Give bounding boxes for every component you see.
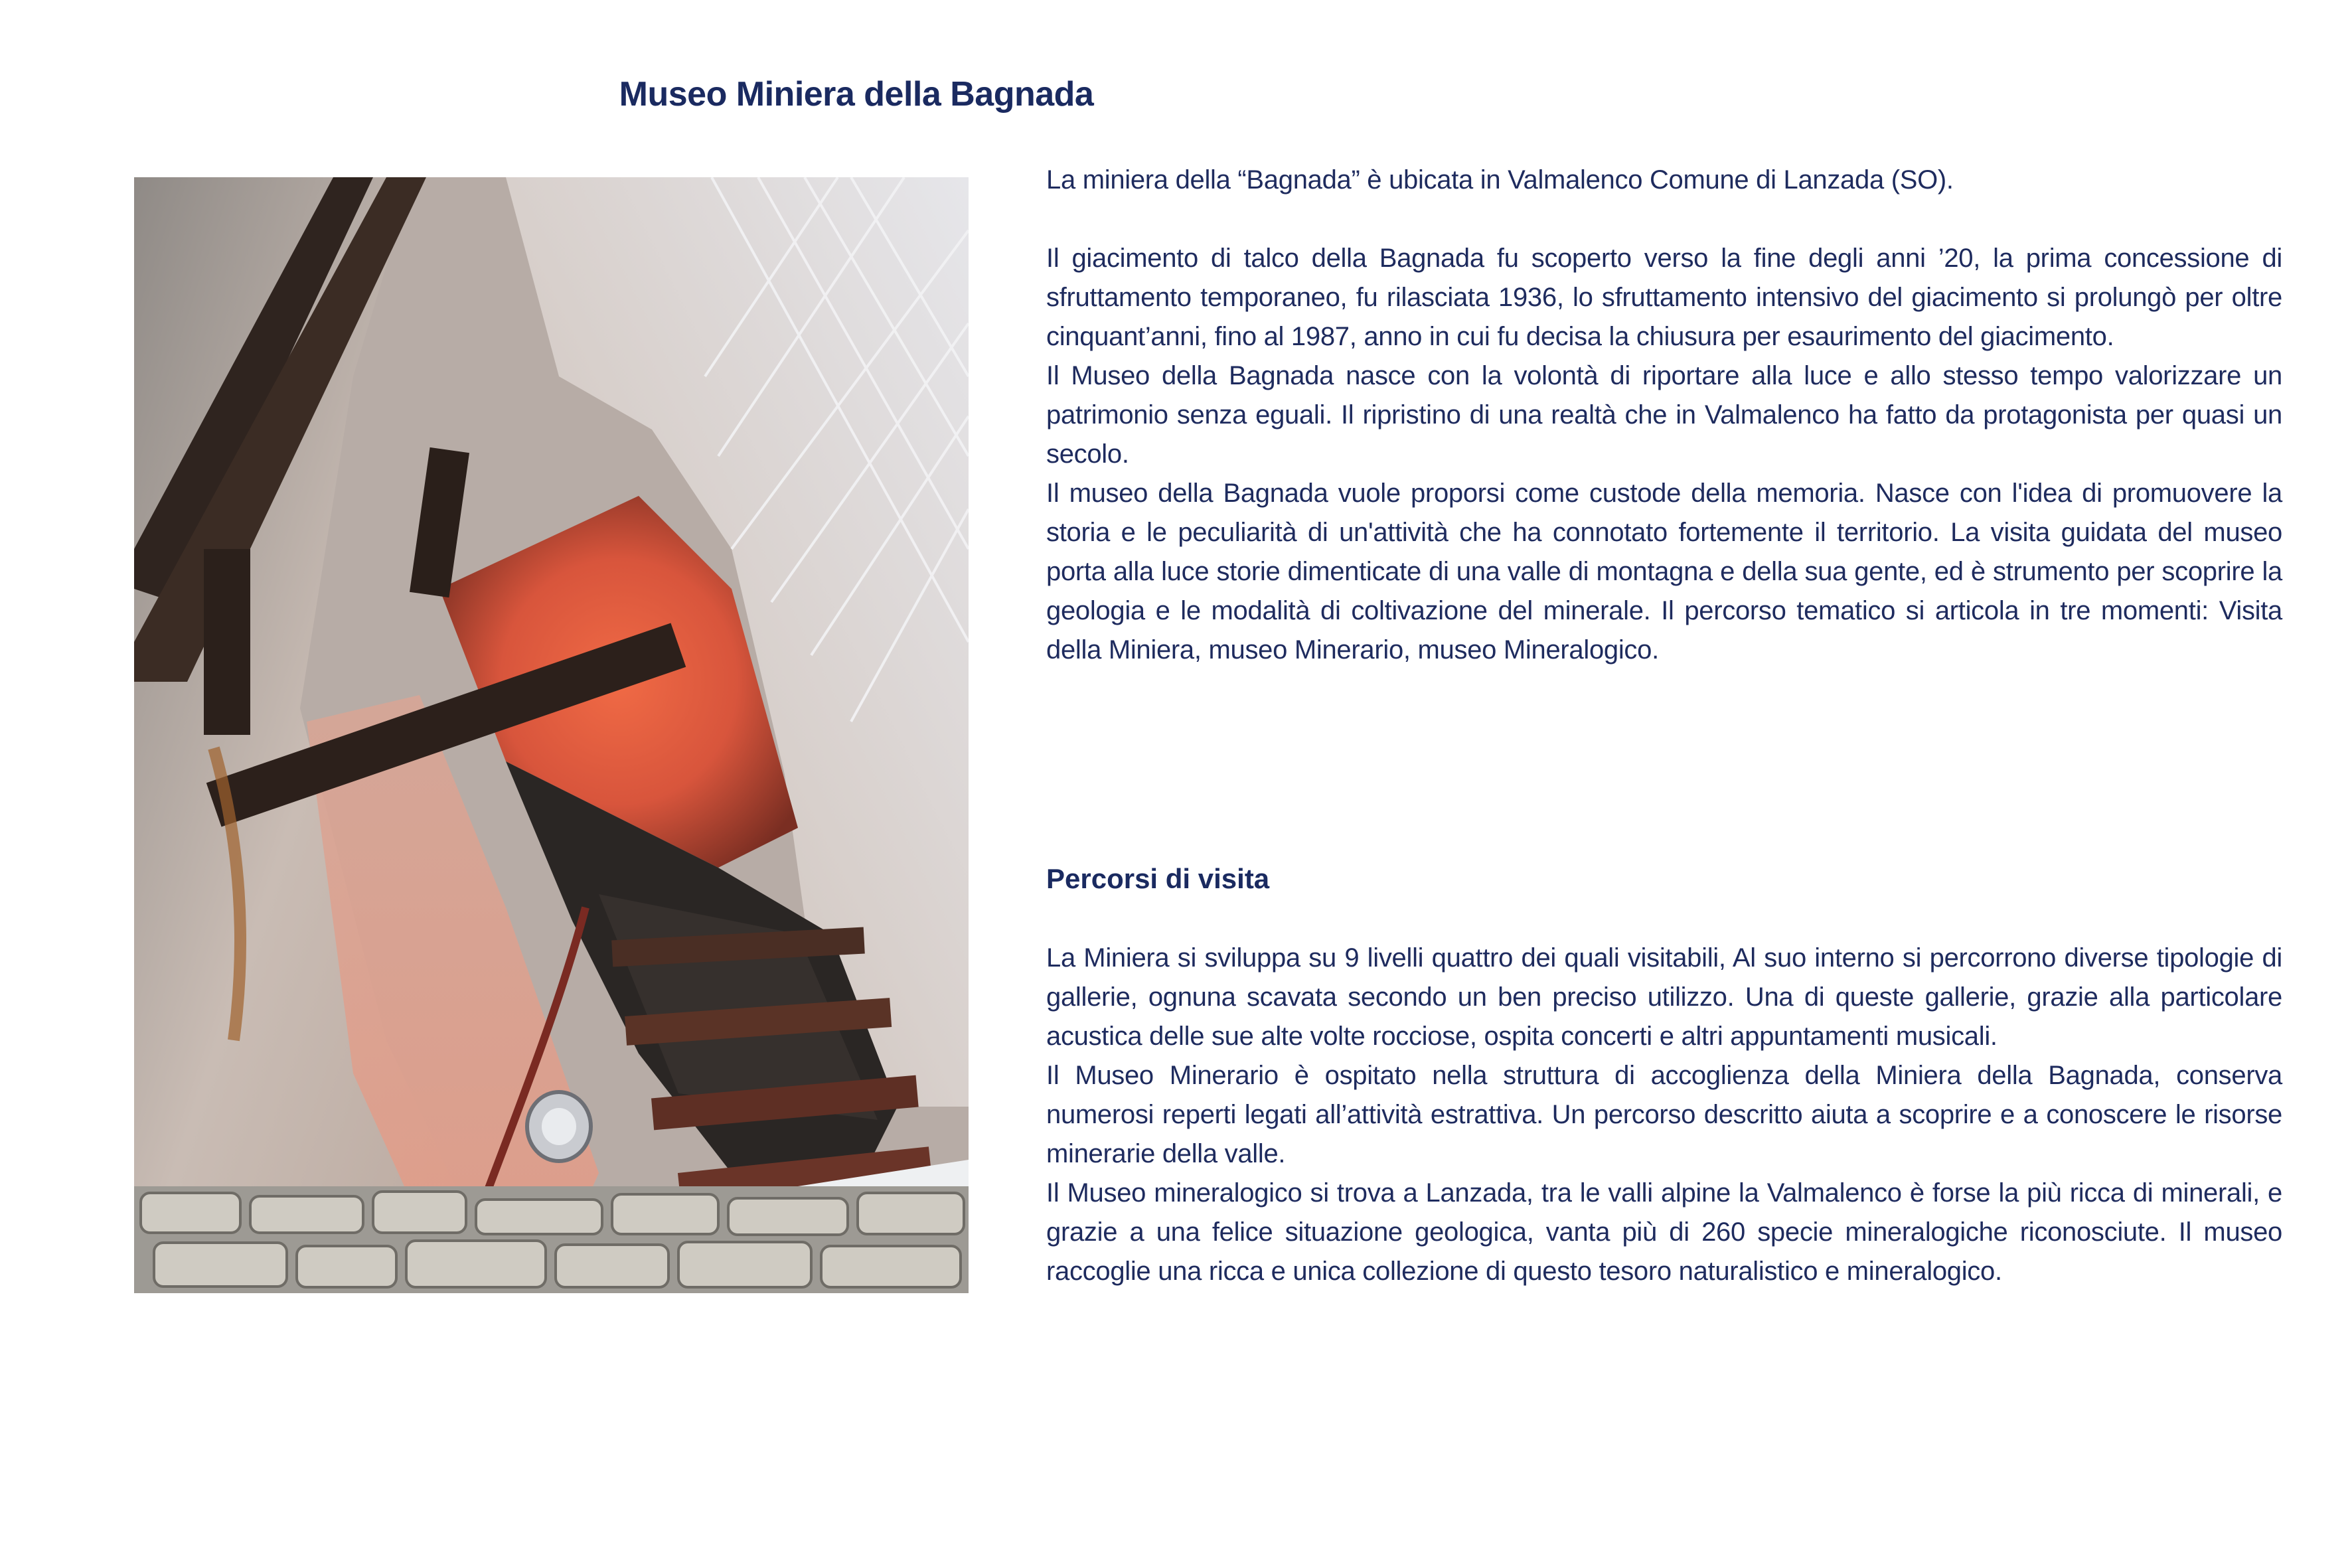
visit-paragraph-1: La Miniera si sviluppa su 9 livelli quattro dei quali visitabili, Al suo interno si percorrono diverse tipologie di gallerie, ognuna scavata secondo un ben preciso utilizzo. Una di queste gallerie, grazie alla particolare acustica delle sue alte volte rocciose, ospita concerti e altri appuntamenti musicali. xyxy=(1046,943,2282,1051)
visit-paragraph-2: Il Museo Minerario è ospitato nella struttura di accoglienza della Miniera della Bagnada, conserva numerosi reperti legati all’attività estrattiva. Un percorso descritto aiuta a scoprire e a conoscere le risorse minerarie della valle. xyxy=(1046,1061,2282,1168)
intro-paragraph-3: Il museo della Bagnada vuole proporsi come custode della memoria. Nasce con l'idea di promuovere la storia e le peculiarità di un'attività che ha connotato fortemente il territorio. La visita guidata del museo porta alla luce storie dimenticate di una valle di montagna e della sua gente, ed è strumento per scoprire la geologia e le modalità di coltivazione del minerale. Il percorso tematico si articola in tre momenti: Visita della Miniera, museo Minerario, museo Mineralogico. xyxy=(1046,479,2282,665)
visit-section-heading: Percorsi di visita xyxy=(1046,863,1270,894)
intro-paragraph-1: Il giacimento di talco della Bagnada fu scoperto verso la fine degli anni ’20, la prima concessione di sfruttamento temporaneo, fu rilasciata 1936, lo sfruttamento intensivo del giacimento si prolungò per oltre cinquant’anni, fino al 1987, anno in cui fu decisa la chiusura per esaurimento del giacimento. xyxy=(1046,244,2282,351)
mine-shaft-illustration xyxy=(134,177,969,1293)
page-title: Museo Miniera della Bagnada xyxy=(619,75,1094,114)
intro-text xyxy=(1046,161,2282,670)
intro-location: La miniera della “Bagnada” è ubicata in Valmalenco Comune di Lanzada (SO). xyxy=(1046,165,1954,195)
mine-shaft-photo xyxy=(134,177,969,1293)
intro-paragraph-2: Il Museo della Bagnada nasce con la volontà di riportare alla luce e allo stesso tempo valorizzare un patrimonio senza eguali. Il ripristino di una realtà che in Valmalenco ha fatto da protagonista per quasi un secolo. xyxy=(1046,361,2282,469)
visit-paragraph-3: Il Museo mineralogico si trova a Lanzada, tra le valli alpine la Valmalenco è forse la più ricca di minerali, e grazie a una felice situazione geologica, vanta più di 260 specie mineralogiche riconosciute. Il museo raccoglie una ricca e unica collezione di questo tesoro naturalistico e mineralogico. xyxy=(1046,1178,2282,1286)
visit-text xyxy=(1046,939,2282,1291)
